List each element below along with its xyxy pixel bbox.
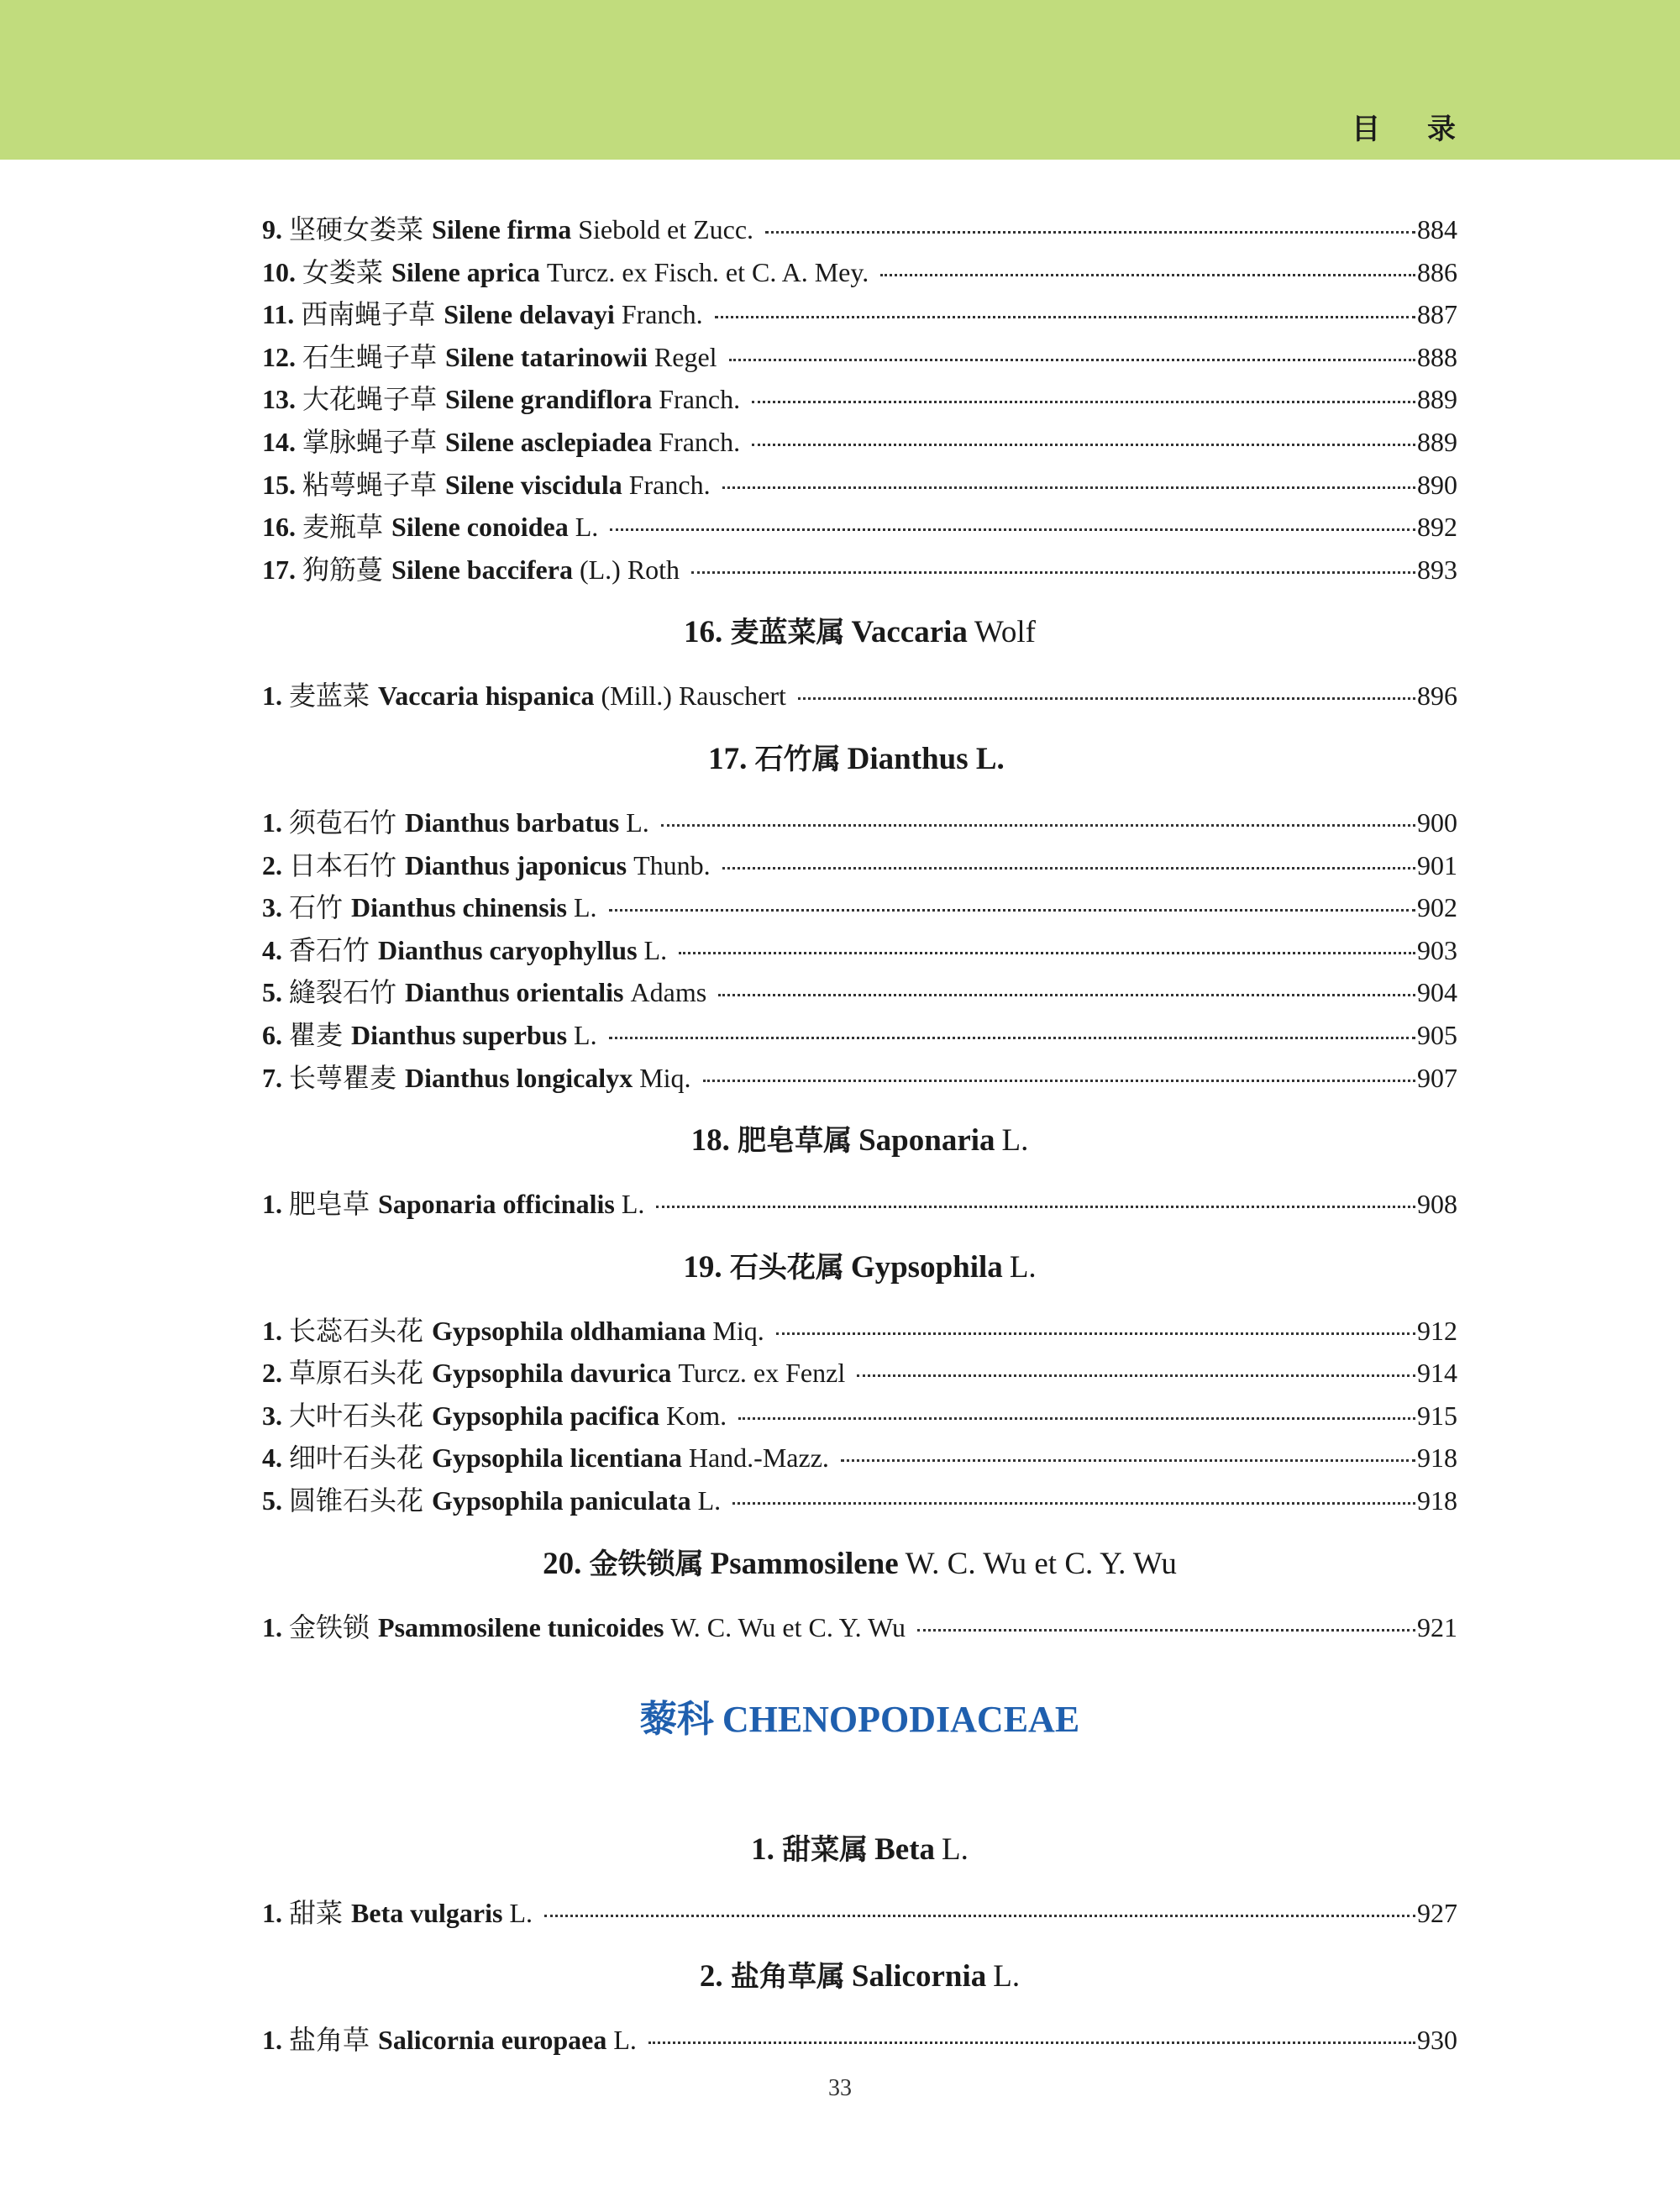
entry-number: 10.: [262, 256, 296, 287]
entry-page-number: 900: [1417, 807, 1457, 838]
toc-content: [262, 208, 1457, 2061]
entry-author: Thunb.: [633, 849, 711, 880]
genus-scientific-name: Dianthus L.: [847, 741, 1005, 776]
entry-chinese-name: 长萼瞿麦: [289, 1062, 397, 1093]
toc-entry[interactable]: [262, 1606, 1457, 1649]
entry-author: Adams: [630, 977, 707, 1008]
entry-page-number: 915: [1417, 1400, 1457, 1431]
entry-chinese-name: 圆锥石头花: [289, 1485, 424, 1516]
entry-chinese-name: 掌脉蝇子草: [302, 426, 438, 457]
toc-entry[interactable]: [262, 1310, 1457, 1353]
entry-scientific-name: Salicornia europaea: [378, 2024, 607, 2055]
entry-author: L.: [574, 892, 597, 923]
entry-page-number: 918: [1417, 1485, 1457, 1516]
entry-chinese-name: 麦瓶草: [302, 512, 384, 543]
entry-chinese-name: 麦蓝菜: [289, 680, 370, 712]
entry-page-number: 896: [1417, 680, 1457, 712]
entry-chinese-name: 女娄菜: [302, 256, 384, 287]
entry-author: L.: [509, 1898, 533, 1929]
toc-entry[interactable]: [262, 844, 1457, 887]
dot-leader: [857, 1374, 1415, 1377]
entry-page-number: 918: [1417, 1442, 1457, 1474]
genus-chinese-name: 石头花属: [729, 1250, 844, 1285]
dot-leader: [732, 1502, 1415, 1505]
genus-author: L.: [993, 1958, 1021, 1994]
genus-number: 2.: [699, 1958, 723, 1994]
genus-author: L.: [1009, 1249, 1037, 1285]
entry-scientific-name: Silene aprica: [391, 256, 540, 287]
entry-scientific-name: Dianthus japonicus: [405, 849, 627, 880]
entry-scientific-name: Gypsophila paniculata: [432, 1485, 691, 1516]
dot-leader: [691, 571, 1415, 574]
entry-scientific-name: Dianthus superbus: [351, 1019, 568, 1050]
entry-scientific-name: Beta vulgaris: [351, 1898, 503, 1929]
running-header-title: 目 录: [1352, 113, 1474, 146]
toc-entry[interactable]: [262, 1057, 1457, 1100]
entry-page-number: 893: [1417, 554, 1457, 585]
dot-leader: [752, 444, 1415, 446]
toc-entry[interactable]: [262, 378, 1457, 421]
entry-scientific-name: Silene grandiflora: [445, 384, 653, 415]
entry-scientific-name: Silene viscidula: [445, 469, 622, 500]
genus-number: 19.: [683, 1249, 722, 1285]
entry-author: Franch.: [659, 384, 741, 415]
entry-author: Kom.: [666, 1400, 727, 1431]
dot-leader: [880, 274, 1415, 276]
entry-number: 12.: [262, 341, 296, 372]
toc-entry[interactable]: [262, 421, 1457, 464]
entry-number: 5.: [262, 1485, 282, 1516]
genus-heading: [262, 717, 1457, 801]
entry-page-number: 887: [1417, 299, 1457, 330]
toc-entry[interactable]: [262, 801, 1457, 844]
entry-chinese-name: 狗筋蔓: [302, 554, 384, 585]
entry-chinese-name: 大花蝇子草: [302, 384, 438, 415]
entry-chinese-name: 长蕊石头花: [289, 1315, 424, 1346]
entry-author: L.: [697, 1485, 722, 1516]
entry-chinese-name: 细叶石头花: [289, 1442, 424, 1474]
dot-leader: [715, 316, 1415, 318]
entry-scientific-name: Dianthus longicalyx: [405, 1062, 633, 1093]
entry-scientific-name: Silene delavayi: [444, 299, 615, 330]
entry-scientific-name: Gypsophila davurica: [432, 1358, 672, 1389]
genus-heading: [262, 1099, 1457, 1183]
genus-heading: [262, 1808, 1457, 1892]
genus-author: Wolf: [974, 615, 1036, 650]
entry-number: 16.: [262, 512, 296, 543]
entry-chinese-name: 香石竹: [289, 934, 370, 965]
family-latin-name: CHENOPODIACEAE: [722, 1699, 1080, 1741]
entry-scientific-name: Vaccaria hispanica: [378, 680, 595, 712]
entry-scientific-name: Gypsophila oldhamiana: [432, 1315, 706, 1346]
genus-scientific-name: Vaccaria: [851, 615, 968, 650]
entry-scientific-name: Silene conoidea: [391, 512, 569, 543]
genus-author: W. C. Wu et C. Y. Wu: [905, 1546, 1177, 1581]
genus-number: 1.: [751, 1832, 774, 1868]
toc-entry[interactable]: [262, 971, 1457, 1014]
entry-number: 2.: [262, 1358, 282, 1389]
genus-number: 16.: [684, 615, 723, 650]
entry-author: Hand.-Mazz.: [688, 1442, 829, 1474]
entry-chinese-name: 盐角草: [289, 2024, 370, 2055]
dot-leader: [752, 401, 1415, 403]
toc-entry[interactable]: [262, 506, 1457, 549]
entry-author: Siebold et Zucc.: [578, 214, 754, 244]
entry-page-number: 907: [1417, 1062, 1457, 1093]
entry-page-number: 921: [1417, 1611, 1457, 1642]
toc-entry[interactable]: [262, 1437, 1457, 1479]
entry-number: 1.: [262, 1189, 282, 1220]
toc-entry[interactable]: [262, 1479, 1457, 1522]
entry-chinese-name: 坚硬女娄菜: [289, 214, 424, 244]
entry-page-number: 905: [1417, 1019, 1457, 1050]
entry-author: L.: [626, 807, 649, 838]
entry-page-number: 889: [1417, 426, 1457, 457]
entry-number: 2.: [262, 849, 282, 880]
entry-number: 1.: [262, 1315, 282, 1346]
genus-scientific-name: Beta: [874, 1832, 936, 1868]
entry-chinese-name: 石生蝇子草: [302, 341, 438, 372]
entry-page-number: 889: [1417, 384, 1457, 415]
entry-page-number: 927: [1417, 1898, 1457, 1929]
entry-chinese-name: 草原石头花: [289, 1358, 424, 1389]
page-number: 33: [828, 2075, 852, 2101]
genus-heading: [262, 1226, 1457, 1310]
entry-scientific-name: Gypsophila licentiana: [432, 1442, 682, 1474]
toc-entry[interactable]: [262, 251, 1457, 294]
entry-page-number: 892: [1417, 512, 1457, 543]
genus-heading: [262, 1935, 1457, 2019]
genus-number: 18.: [690, 1123, 730, 1159]
entry-author: Miq.: [639, 1062, 691, 1093]
genus-number: 17.: [708, 741, 748, 776]
genus-scientific-name: Salicornia: [851, 1958, 987, 1994]
dot-leader: [703, 1080, 1415, 1082]
entry-number: 3.: [262, 892, 282, 923]
entry-number: 1.: [262, 680, 282, 712]
dot-leader: [610, 528, 1415, 531]
entry-number: 15.: [262, 469, 296, 500]
dot-leader: [776, 1332, 1415, 1335]
toc-entry[interactable]: [262, 293, 1457, 336]
dot-leader: [648, 2041, 1415, 2044]
entry-author: L.: [643, 934, 668, 965]
entry-number: 13.: [262, 384, 296, 415]
entry-number: 1.: [262, 1898, 282, 1929]
dot-leader: [609, 909, 1415, 912]
dot-leader: [917, 1629, 1415, 1632]
entry-page-number: 890: [1417, 469, 1457, 500]
entry-page-number: 888: [1417, 341, 1457, 372]
entry-chinese-name: 石竹: [289, 892, 344, 923]
entry-page-number: 886: [1417, 256, 1457, 287]
dot-leader: [722, 486, 1415, 489]
entry-author: L.: [613, 2024, 637, 2055]
entry-scientific-name: Dianthus orientalis: [405, 977, 624, 1008]
entry-scientific-name: Dianthus caryophyllus: [378, 934, 638, 965]
dot-leader: [718, 994, 1415, 996]
entry-chinese-name: 西南蝇子草: [301, 299, 436, 330]
entry-number: 7.: [262, 1062, 282, 1093]
entry-author: Turcz. ex Fisch. et C. A. Mey.: [546, 256, 869, 287]
entry-scientific-name: Gypsophila pacifica: [432, 1400, 660, 1431]
entry-author: Miq.: [712, 1315, 764, 1346]
genus-heading: [262, 591, 1457, 675]
genus-number: 20.: [543, 1546, 582, 1581]
entry-number: 6.: [262, 1019, 282, 1050]
toc-entry[interactable]: [262, 929, 1457, 972]
entry-chinese-name: 瞿麦: [289, 1019, 344, 1050]
toc-entry[interactable]: [262, 1352, 1457, 1395]
dot-leader: [765, 231, 1415, 234]
family-heading: [262, 1648, 1457, 1808]
entry-number: 3.: [262, 1400, 282, 1431]
toc-entry[interactable]: [262, 1395, 1457, 1437]
entry-number: 17.: [262, 554, 296, 585]
entry-author: Turcz. ex Fenzl: [678, 1358, 846, 1389]
dot-leader: [656, 1206, 1415, 1208]
entry-chinese-name: 日本石竹: [289, 849, 397, 880]
entry-author: W. C. Wu et C. Y. Wu: [670, 1611, 906, 1642]
dot-leader: [722, 867, 1415, 870]
dot-leader: [798, 697, 1415, 700]
genus-scientific-name: Psammosilene: [710, 1546, 899, 1581]
entry-chinese-name: 縫裂石竹: [289, 977, 397, 1008]
toc-entry[interactable]: [262, 1183, 1457, 1226]
entry-number: 5.: [262, 977, 282, 1008]
genus-chinese-name: 麦蓝菜属: [730, 616, 845, 650]
entry-chinese-name: 大叶石头花: [289, 1400, 424, 1431]
entry-scientific-name: Silene firma: [432, 214, 572, 244]
genus-chinese-name: 盐角草属: [730, 1959, 845, 1994]
toc-entry[interactable]: [262, 1014, 1457, 1057]
entry-scientific-name: Saponaria officinalis: [378, 1189, 615, 1220]
entry-scientific-name: Psammosilene tunicoides: [378, 1611, 664, 1642]
dot-leader: [609, 1037, 1415, 1039]
entry-page-number: 884: [1417, 214, 1457, 244]
entry-number: 1.: [262, 1611, 282, 1642]
entry-author: L.: [574, 1019, 597, 1050]
entry-page-number: 901: [1417, 849, 1457, 880]
entry-author: L.: [575, 512, 599, 543]
toc-entry[interactable]: [262, 208, 1457, 251]
entry-author: (Mill.) Rauschert: [601, 680, 786, 712]
entry-page-number: 902: [1417, 892, 1457, 923]
toc-entry[interactable]: [262, 336, 1457, 379]
entry-author: (L.) Roth: [579, 554, 680, 585]
entry-chinese-name: 金铁锁: [289, 1611, 370, 1642]
toc-entry[interactable]: [262, 2019, 1457, 2062]
entry-number: 4.: [262, 934, 282, 965]
entry-scientific-name: Silene baccifera: [391, 554, 573, 585]
dot-leader: [729, 359, 1415, 361]
entry-author: Franch.: [659, 426, 741, 457]
entry-chinese-name: 肥皂草: [289, 1189, 370, 1220]
dot-leader: [738, 1417, 1415, 1420]
entry-number: 14.: [262, 426, 296, 457]
family-chinese-name: 藜科: [639, 1698, 714, 1742]
toc-entry[interactable]: [262, 886, 1457, 929]
entry-number: 11.: [262, 299, 295, 330]
genus-author: L.: [1001, 1123, 1029, 1159]
entry-page-number: 904: [1417, 977, 1457, 1008]
entry-page-number: 908: [1417, 1189, 1457, 1220]
dot-leader: [544, 1915, 1415, 1917]
entry-author: L.: [621, 1189, 645, 1220]
entry-page-number: 903: [1417, 934, 1457, 965]
toc-entry[interactable]: [262, 549, 1457, 591]
entry-author: Regel: [654, 341, 717, 372]
genus-scientific-name: Gypsophila: [850, 1249, 1003, 1285]
dot-leader: [679, 952, 1415, 954]
entry-number: 9.: [262, 214, 282, 244]
entry-author: Franch.: [621, 299, 703, 330]
genus-chinese-name: 石竹属: [754, 742, 841, 776]
genus-author: L.: [942, 1832, 969, 1868]
entry-scientific-name: Silene tatarinowii: [445, 341, 648, 372]
toc-entry[interactable]: [262, 1892, 1457, 1935]
genus-scientific-name: Saponaria: [858, 1123, 995, 1159]
genus-chinese-name: 肥皂草属: [738, 1124, 853, 1159]
entry-chinese-name: 须苞石竹: [289, 807, 397, 838]
dot-leader: [841, 1459, 1415, 1462]
entry-chinese-name: 粘萼蝇子草: [302, 469, 438, 500]
entry-scientific-name: Dianthus chinensis: [351, 892, 567, 923]
genus-chinese-name: 金铁锁属: [589, 1547, 704, 1581]
entry-number: 1.: [262, 2024, 282, 2055]
entry-page-number: 914: [1417, 1358, 1457, 1389]
entry-page-number: 930: [1417, 2024, 1457, 2055]
entry-number: 1.: [262, 807, 282, 838]
genus-chinese-name: 甜菜属: [782, 1833, 869, 1868]
entry-chinese-name: 甜菜: [289, 1898, 344, 1929]
entry-page-number: 912: [1417, 1315, 1457, 1346]
entry-scientific-name: Dianthus barbatus: [405, 807, 620, 838]
entry-scientific-name: Silene asclepiadea: [445, 426, 653, 457]
dot-leader: [661, 824, 1415, 827]
toc-entry[interactable]: [262, 675, 1457, 717]
toc-entry[interactable]: [262, 464, 1457, 507]
genus-heading: [262, 1522, 1457, 1606]
entry-number: 4.: [262, 1442, 282, 1474]
entry-author: Franch.: [628, 469, 711, 500]
